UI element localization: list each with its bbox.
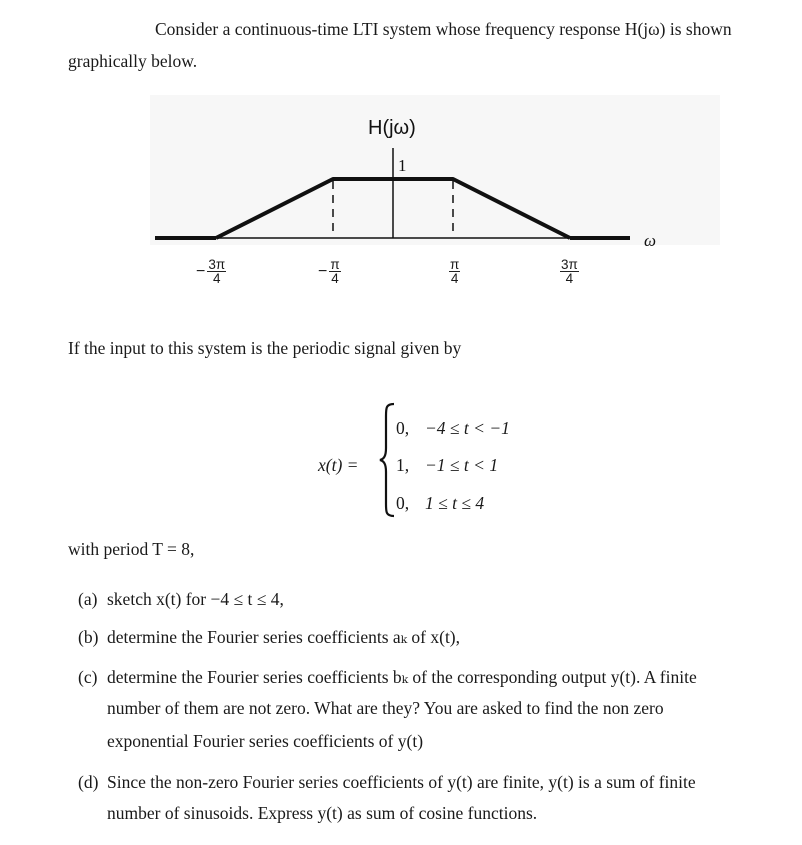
frequency-response-figure	[0, 0, 802, 300]
case-2-condition: −1 ≤ t < 1	[425, 455, 499, 475]
case-row-3	[396, 493, 485, 514]
case-row-1	[396, 418, 510, 439]
case-2-value: 1,	[396, 455, 410, 475]
question-a-text: sketch x(t) for −4 ≤ t ≤ 4,	[107, 589, 284, 609]
peak-label: 1	[398, 156, 407, 175]
question-c-text: determine the Fourier series coefficients bₖ of the corresponding output y(t). A finite	[107, 667, 697, 687]
tick-pi-4: $\frac{\pi}{4}$	[450, 257, 460, 286]
case-row-2	[396, 455, 499, 476]
intro-line-1: Consider a continuous-time LTI system whose frequency response H(jω) is shown	[155, 19, 732, 39]
tick-neg-pi-4: − $\frac{\pi}{4}$	[318, 257, 340, 286]
tick-neg-3pi-4: − $\frac{3\pi}{4}$	[196, 257, 226, 286]
intro-line-2: graphically below.	[68, 51, 198, 71]
signal-brace	[378, 402, 398, 518]
period-text: with period T = 8,	[68, 539, 195, 559]
case-1-value: 0,	[396, 418, 410, 438]
question-d-label: (d)	[78, 772, 99, 792]
case-3-condition: 1 ≤ t ≤ 4	[425, 493, 485, 513]
figure-title: H(jω)	[368, 117, 416, 139]
question-c-cont-1: number of them are not zero. What are they? You are asked to find the non zero	[107, 698, 664, 718]
input-intro: If the input to this system is the periodic signal given by	[68, 338, 462, 358]
question-a-label: (a)	[78, 589, 98, 609]
signal-lhs: x(t) =	[318, 455, 359, 475]
question-d-cont-1: number of sinusoids. Express y(t) as sum of cosine functions.	[107, 803, 538, 823]
axis-label-omega: ω	[644, 231, 657, 250]
case-1-condition: −4 ≤ t < −1	[425, 418, 510, 438]
question-b-label: (b)	[78, 627, 99, 647]
question-c-label: (c)	[78, 667, 98, 687]
question-c-cont-2: exponential Fourier series coefficients of y(t)	[107, 731, 424, 751]
tick-3pi-4: $\frac{3\pi}{4}$	[561, 257, 578, 286]
question-b-text: determine the Fourier series coefficients aₖ of x(t),	[107, 627, 461, 647]
case-3-value: 0,	[396, 493, 410, 513]
question-d-text: Since the non-zero Fourier series coefficients of y(t) are finite, y(t) is a sum of finite	[107, 772, 696, 792]
figure-background	[150, 95, 720, 245]
